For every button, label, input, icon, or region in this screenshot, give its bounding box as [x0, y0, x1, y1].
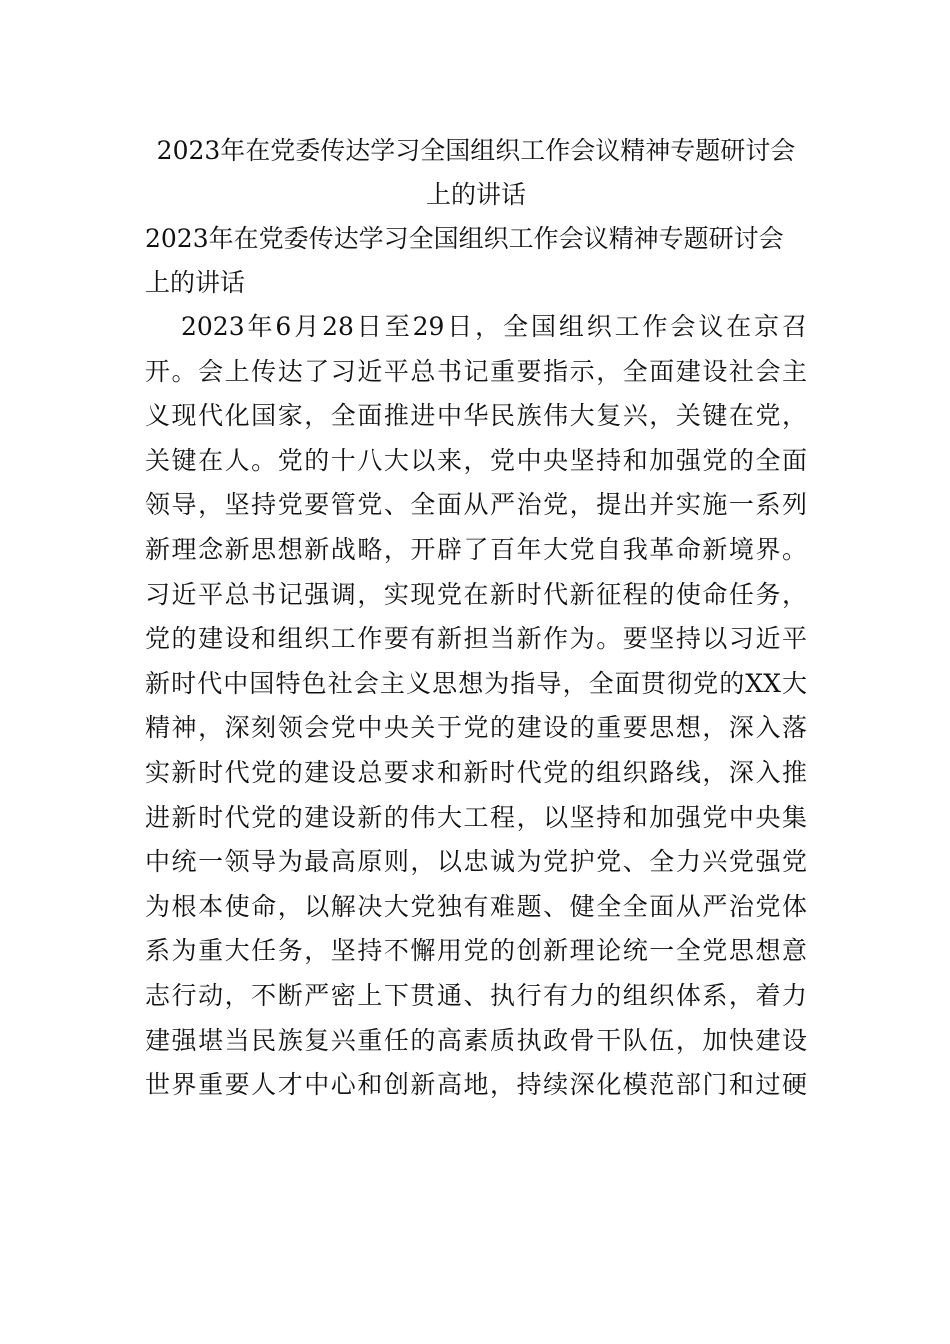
title-line-2: 上的讲话	[425, 180, 526, 209]
body-line: 进新时代党的建设新的伟大工程，以坚持和加强党中央集	[145, 802, 807, 832]
body-line: 领导，坚持党要管党、全面从严治党，提出并实施一系列	[145, 490, 807, 520]
body-line: 中统一领导为最高原则，以忠诚为党护党、全力兴党强党	[145, 847, 807, 877]
title-line-1: 2023年在党委传达学习全国组织工作会议精神专题研讨会	[156, 136, 796, 165]
body-line: 志行动，不断严密上下贯通、执行有力的组织体系，着力	[145, 980, 807, 1010]
body-paragraph	[145, 305, 807, 1108]
body-line: 党的建设和组织工作要有新担当新作为。要坚持以习近平	[145, 624, 807, 654]
body-line: 2023年6月28日至29日，全国组织工作会议在京召	[181, 312, 807, 341]
body-line: 开。会上传达了习近平总书记重要指示，全面建设社会主	[145, 356, 807, 386]
subhead-line-1: 2023年在党委传达学习全国组织工作会议精神专题研讨会	[145, 224, 784, 253]
body-line: 新理念新思想新战略，开辟了百年大党自我革命新境界。	[145, 534, 807, 564]
body-line: 义现代化国家，全面推进中华民族伟大复兴，关键在党，	[145, 401, 807, 431]
body-line: 为根本使命，以解决大党独有难题、健全全面从严治党体	[145, 891, 807, 921]
subhead-line-2: 上的讲话	[145, 268, 246, 297]
body-line: 关键在人。党的十八大以来，党中央坚持和加强党的全面	[145, 445, 807, 475]
body-line: 世界重要人才中心和创新高地，持续深化模范部门和过硬	[145, 1070, 807, 1100]
body-line: 建强堪当民族复兴重任的高素质执政骨干队伍，加快建设	[145, 1025, 807, 1055]
body-line: 实新时代党的建设总要求和新时代党的组织路线，深入推	[145, 757, 807, 787]
document-content	[145, 129, 807, 1108]
body-line: 新时代中国特色社会主义思想为指导，全面贯彻党的XX大	[145, 668, 807, 698]
document-subheading	[145, 217, 807, 305]
document-title	[145, 129, 807, 217]
body-line: 精神，深刻领会党中央关于党的建设的重要思想，深入落	[145, 713, 807, 743]
body-line: 系为重大任务，坚持不懈用党的创新理论统一全党思想意	[145, 936, 807, 966]
body-line: 习近平总书记强调，实现党在新时代新征程的使命任务，	[145, 579, 807, 609]
